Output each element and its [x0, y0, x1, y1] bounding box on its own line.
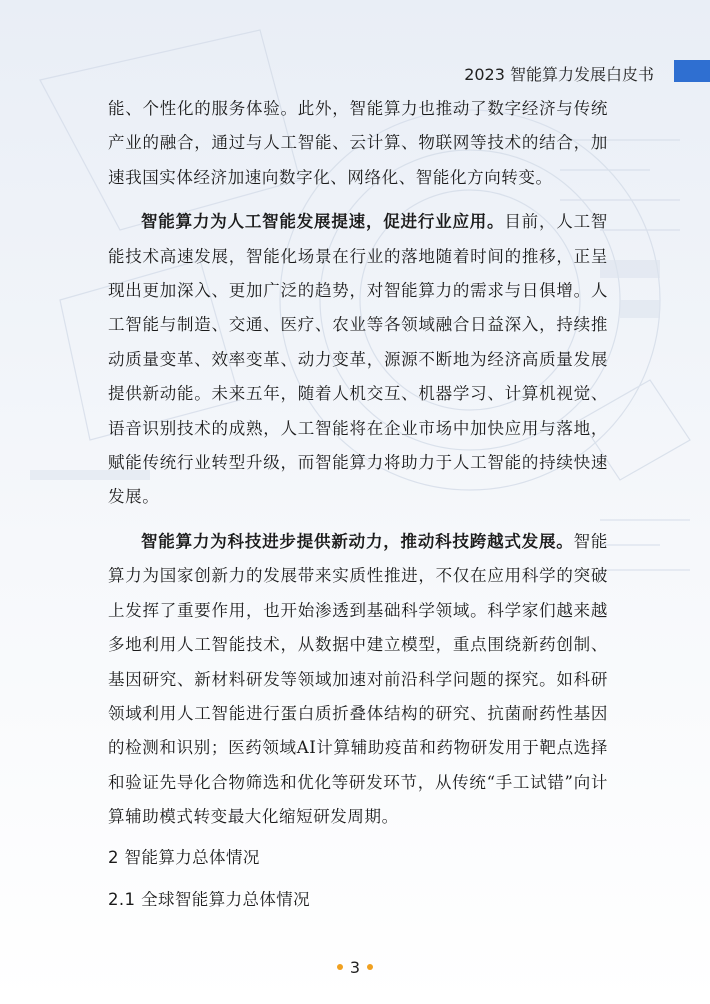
footer-dot-right [367, 964, 373, 970]
paragraph-text: 智能算力为国家创新力的发展带来实质性推进，不仅在应用科学的突破上发挥了重要作用，也开始渗透到基础科学领域。科学家们越来越多地利用人工智能技术，从数据中建立模型，重点围绕新药创制、基因研究、新材料研发等领域加速对前沿科学问题的探究。如科研领域利用人工智能进行蛋白质折叠体结构的研究、抗菌耐药性基因的检测和识别；医药领域AI计算辅助疫苗和药物研发用于靶点选择和验证先导化合物筛选和优化等研发环节，从传统“手工试错”向计算辅助模式转变最大化缩短研发周期。 [108, 531, 608, 827]
paragraph-continuation [108, 92, 608, 195]
paragraph-ai-acceleration [108, 205, 608, 515]
paragraph-lead-bold: 智能算力为人工智能发展提速，促进行业应用。 [141, 212, 505, 232]
header-title: 2023 智能算力发展白皮书 [464, 65, 654, 84]
page-footer [0, 958, 710, 977]
paragraph-lead-bold: 智能算力为科技进步提供新动力，推动科技跨越式发展。 [141, 531, 574, 551]
section-heading-2-1: 2.1 全球智能算力总体情况 [108, 889, 311, 909]
document-body [108, 92, 608, 917]
footer-dot-left [337, 964, 343, 970]
section-heading-2: 2 智能算力总体情况 [108, 847, 260, 867]
page-number: 3 [349, 958, 361, 977]
paragraph-text: 能、个性化的服务体验。此外，智能算力也推动了数字经济与传统产业的融合，通过与人工智能、云计算、物联网等技术的结合，加速我国实体经济加速向数字化、网络化、智能化方向转变。 [108, 99, 608, 187]
header-accent-tab [674, 60, 710, 82]
paragraph-text: 目前，人工智能技术高速发展，智能化场景在行业的落地随着时间的推移，正呈现出更加深入、更加广泛的趋势，对智能算力的需求与日俱增。人工智能与制造、交通、医疗、农业等各领域融合日益深入，持续推动质量变革、效率变革、动力变革，源源不断地为经济高质量发展提供新动能。未来五年，随着人机交互、机器学习、计算机视觉、语音识别技术的成熟，人工智能将在企业市场中加快应用与落地，赋能传统行业转型升级，而智能算力将助力于人工智能的持续快速发展。 [108, 212, 608, 507]
paragraph-tech-progress [108, 525, 608, 835]
